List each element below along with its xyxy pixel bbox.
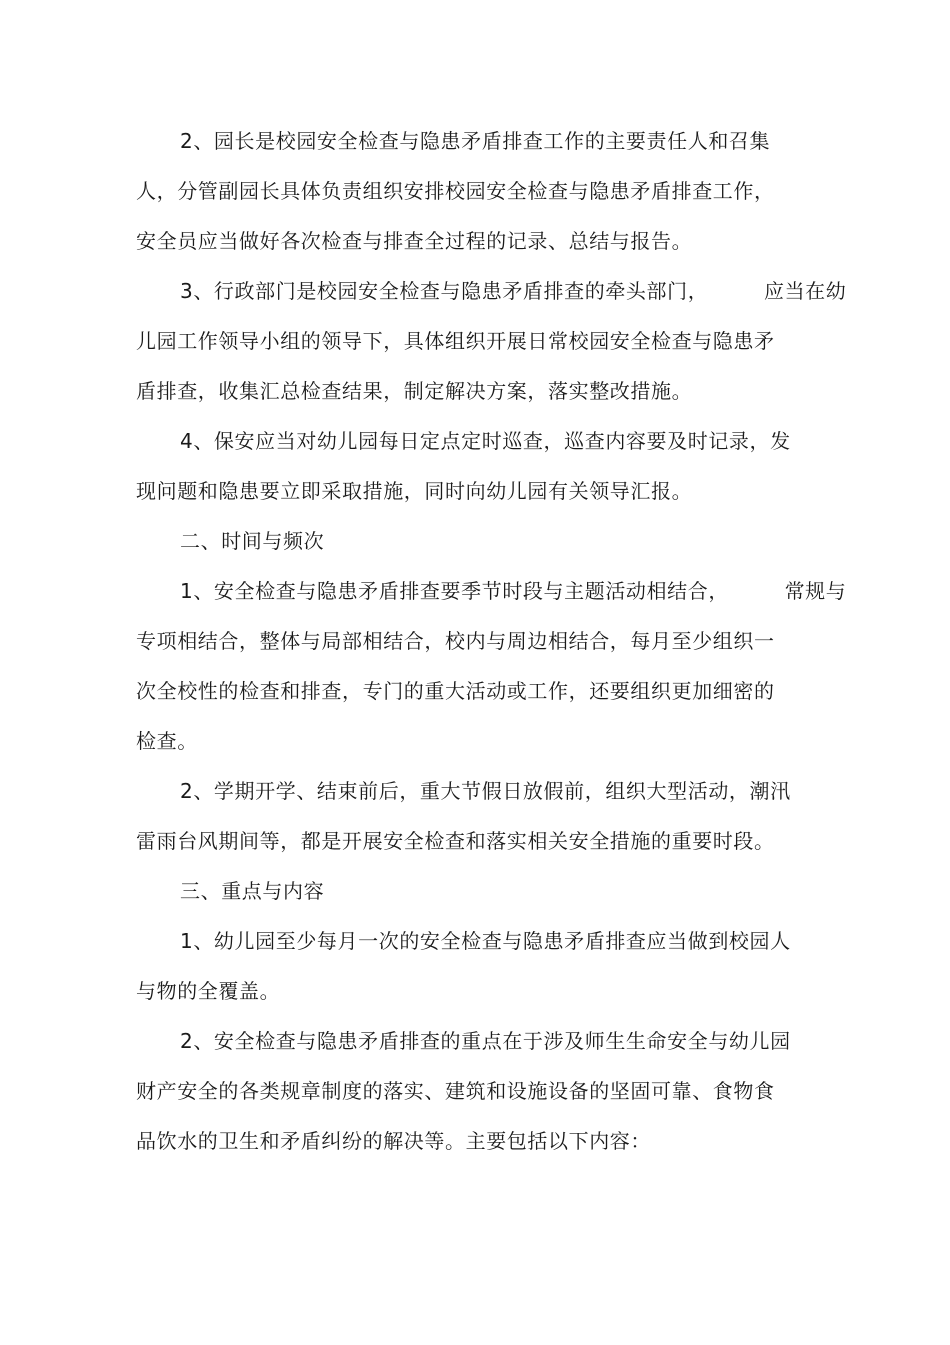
text-line: 财产安全的各类规章制度的落实、建筑和设施设备的坚固可靠、食物食 (136, 1079, 775, 1103)
text-line: 2、学期开学、结束前后，重大节假日放假前，组织大型活动，潮汛 (180, 779, 791, 803)
text-line: 次全校性的检查和排查，专门的重大活动或工作，还要组织更加细密的 (136, 679, 775, 703)
text-line: 儿园工作领导小组的领导下，具体组织开展日常校园安全检查与隐患矛 (136, 329, 775, 353)
text-line: 盾排查，收集汇总检查结果，制定解决方案，落实整改措施。 (136, 379, 693, 403)
section-heading: 二、时间与频次 (180, 529, 325, 553)
text-line: 与物的全覆盖。 (136, 979, 281, 1003)
section-heading: 三、重点与内容 (180, 879, 325, 903)
text-line: 1、幼儿园至少每月一次的安全检查与隐患矛盾排查应当做到校园人 (180, 929, 791, 953)
text-line: 品饮水的卫生和矛盾纠纷的解决等。主要包括以下内容： (136, 1129, 651, 1153)
text-line: 检查。 (136, 729, 198, 753)
text-line: 2、园长是校园安全检查与隐患矛盾排查工作的主要责任人和召集 (180, 129, 771, 153)
text-line: 安全员应当做好各次检查与排查全过程的记录、总结与报告。 (136, 229, 693, 253)
text-line: 3、行政部门是校园安全检查与隐患矛盾排查的牵头部门， 应当在幼 (180, 279, 847, 303)
text-line: 2、安全检查与隐患矛盾排查的重点在于涉及师生生命安全与幼儿园 (180, 1029, 791, 1053)
text-line: 人，分管副园长具体负责组织安排校园安全检查与隐患矛盾排查工作， (136, 179, 775, 203)
text-line: 现问题和隐患要立即采取措施，同时向幼儿园有关领导汇报。 (136, 479, 693, 503)
text-line: 专项相结合，整体与局部相结合，校内与周边相结合，每月至少组织一 (136, 629, 775, 653)
text-line: 雷雨台风期间等，都是开展安全检查和落实相关安全措施的重要时段。 (136, 829, 775, 853)
text-line: 1、安全检查与隐患矛盾排查要季节时段与主题活动相结合， 常规与 (180, 579, 847, 603)
text-line: 4、保安应当对幼儿园每日定点定时巡查，巡查内容要及时记录，发 (180, 429, 791, 453)
